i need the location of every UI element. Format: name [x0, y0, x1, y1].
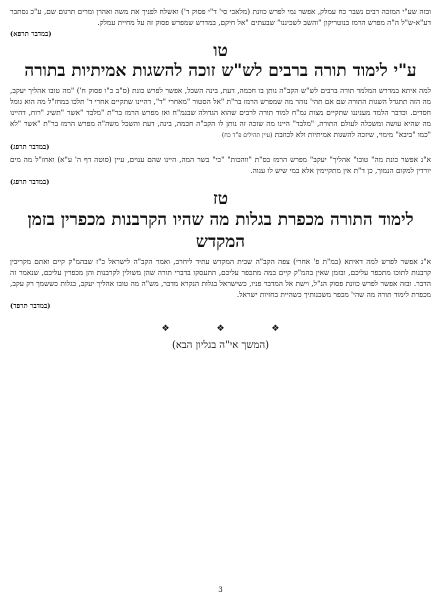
section-16-body: א"נ אפשר לפרש למה דאיתא (במ"ת פ' אחרי) צפה הקב"ה שבית המקדש עתיד ליחרב, ואמר הקב"ה לישראל כ"ז שבהמ"ק קיים ואתם מקריבין קרבנות לתוכו מתכפר עליכם, ובזמן שאין בהמ"ק קיים במה מתכפר עליכם, התעסקו בדברי תורה שהן משולין לקרבנות והן מכפרין עליכם, שנאמר זה הדבר. ובזה אפשר לפרש כוונת פסוק הנ"ל, וישת אל המדבר פניו, כשישראל בגלות הנקרא מדבר, מש"ה מה טובו אהליך יעקב, בגלות כששמך רק עקב, מכפרת לימוד תורה מה שהי' מכפר משכנותיך כשהיית בחזיות ישראל. [10, 257, 431, 299]
section-16-number: טז [212, 189, 228, 209]
section-15-body-ref: (עיין תהילים פ"ד כח) [221, 132, 273, 139]
star-icon: ❖ [161, 324, 192, 334]
section-15-body-2: א"נ אפשר כונת מה" טובו" אהליך" יעקב" מפרש הרמז בס"ת "ווהכות" "כי" בשר המה, היינו שהם ענוים, עיין (סוטה דף ה' ע"א) ואחז"ל מה מים יורדין למקום הנמוך, כן ד"ת אין מתקיימין אלא במי שיש לו ענוה. [10, 155, 431, 175]
section-15-body-text: למה איתא במדרש המלמד תורה ברבים לש"ש הקב"ה נותן בו חכמה, דעת, בינה השכל, אפשר לפרש כונת (ס"ב כ"ו פסוק ח') "מה טובו אהליך יעקב, מה הזה תתגדל השגות התורה שם אם תהי' נזהר מה שמפרש הרמז בר"ת "אל הסטור "מאחרי "ד", דהיינו שתקיים אחרי ד' תלכו במחז"ל מה הוא גומל חסדים. וכדבר הלמד מעניננו שתקיים מצות גמ"ח למוד תורה לרבים שהוא הגדולה שבגמ"ח ואז מפרש הרמז בר"ת "מלבד "אשר "תשיג "רוח, דהיינו מה שהיא עושה ומשכלה לעולם התורה, "מלבד" היינו מה שזכה זה נותן לו הקב"ה חכמה, בינה, דעת והשכל משה"ה מפרש הרמז בר"ת "אשר "לא "כמו "ביבא" מימוי, שיזכה להשגות אמיתיות ולא לכוזבת [10, 86, 431, 139]
section-15-body [10, 85, 431, 141]
section-16-source: (במדבר תרפד) [10, 302, 51, 310]
intro-source: (במדבר תרפא) [10, 30, 52, 38]
star-icon: ❖ [271, 324, 302, 334]
section-16-title [10, 209, 431, 253]
section-15-source: (במדבר תרפג) [10, 143, 50, 151]
divider-stars [10, 324, 431, 334]
intro-paragraph: ובזה שע"י המזכה רבים נשבר כח עמלק, אפשר נמי לפרש כוונת (מלאכי סי' ד"י פסוק ד') ואשלח לפניך את משה ואהרן ומרים תרגום שם, ע"כ נסתבר דע"א-ש"ל ה"ה מפרש הרמז בנוטריקון "והשב לשכיננו" שבעתים "אל חיקם, במדרש שמפרש פסוק זה על מחיית עמלק. [10, 7, 431, 27]
section-16-title-line-2: המקדש [195, 232, 246, 252]
section-15-number: טו [213, 41, 228, 61]
section-15-source-2: (במדבר תרפג) [10, 178, 50, 186]
section-15-title: ע"י לימוד תורה ברבים לש"ש זוכה להשגות אמיתיות בתורה [24, 61, 417, 81]
continuation-note: (המשך אי"ה בגליון הבא) [171, 340, 270, 351]
section-16-title-line-1: לימוד התורה מכפרת בגלות מה שהיו הקרבנות מכפרין בזמן [27, 210, 414, 230]
page-number: 3 [218, 586, 223, 594]
star-icon: ❖ [216, 324, 247, 334]
